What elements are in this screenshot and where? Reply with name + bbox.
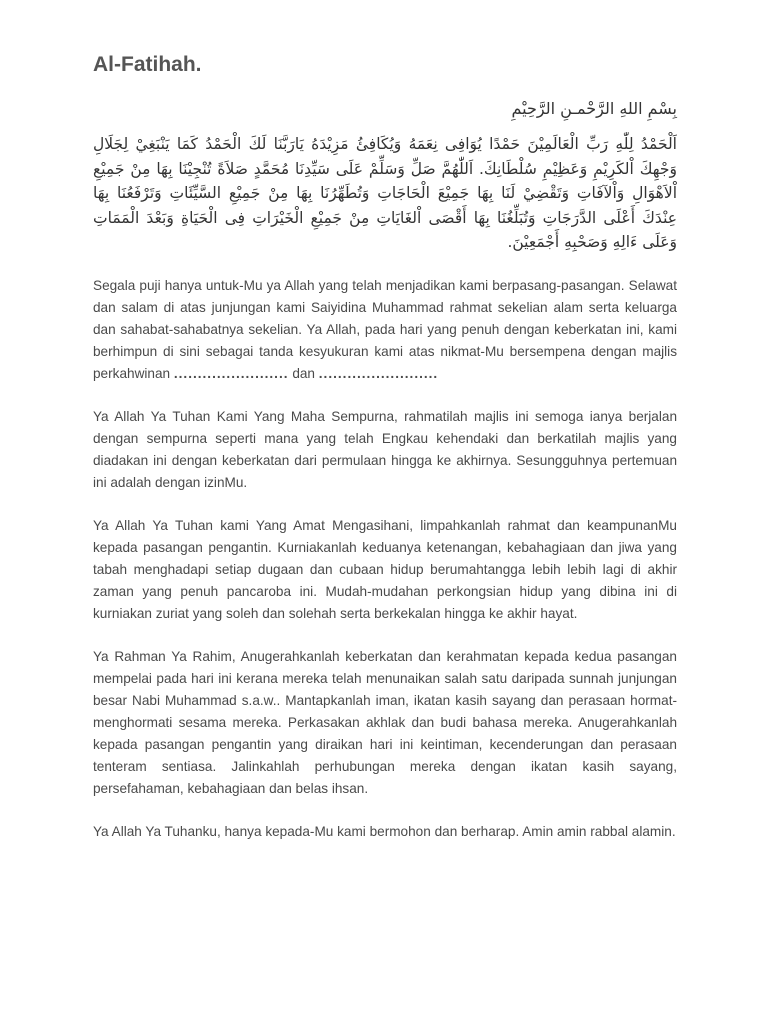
bride-name-blank: ......................... [318,366,439,381]
groom-name-blank: ........................ [173,366,289,381]
paragraph-mercy: Ya Allah Ya Tuhan kami Yang Amat Mengasihani, limpahkanlah rahmat dan keampunanMu kepada pasangan pengantin. Kurniakanlah keduanya ketenangan, kebahagiaan dan jiwa yang tabah menghadapi setiap dugaan dan cubaan hidup berumahtangga lebih lebih lagi di akhir zaman yang penuh pancaroba ini. Mudah-mudahan perkongsian hidup yang dibina ini di kurniakan zuriat yang soleh dan solehah serta berkekalan hingga ke akhir hayat. [93,518,677,621]
paragraph-grace: Ya Rahman Ya Rahim, Anugerahkanlah keberkatan dan kerahmatan kepada kedua pasangan mempelai pada hari ini kerana mereka telah menunaikan salah satu daripada sunnah junjungan besar Nabi Muhammad s.a.w.. Mantapkanlah iman, ikatan kasih sayang dan perasaan hormat-menghormati sesama mereka. Perkasakan akhlak dan budi bahasa mereka. Anugerahkanlah kepada pasangan pengantin yang diraikan hari ini keintiman, kecenderungan dan perasaan tenteram sentiasa. Jalinkahlah perhubungan mereka dengan ikatan kasih sayang, persefahaman, kebahagiaan dan belas ihsan. [93,649,677,796]
paragraph-opening-text: Segala puji hanya untuk-Mu ya Allah yang telah menjadikan kami berpasang-pasangan. Selawat dan salam di atas junjungan kami Saiyidina Muhammad rahmat sekelian alam serta keluarga dan sahabat-sahabatnya sekelian. Ya Allah, pada hari yang penuh dengan keberkatan ini, kami berhimpun di sini sebagai tanda kesyukuran kami atas nikmat-Mu bersempena dengan majlis perkahwinan [93,278,677,381]
document-title: Al-Fatihah. [93,53,202,76]
basmala-text: بِسْمِ اللهِ الرَّحْمـنِ الرَّحِيْمِ [511,99,677,118]
arabic-prayer-text: اَلْحَمْدُ لِلّٰهِ رَبِّ الْعَالَمِيْنَ حَمْدًا يُوَافِى نِعَمَهُ وَيُكَافِئُ مَزِيْدَهُ يَارَبَّنَا لَكَ الْحَمْدُ كَمَا يَنْبَغِيْ لِجَلَالِ وَجْهِكَ اْلكَرِيْمِ وَعَظِيْمِ سُلْطَانِكَ. اَللّٰهُمَّ صَلِّ وَسَلِّمْ عَلَى سَيِّدِنَا مُحَمَّدٍ صَلاَةً تُنْجِيْنَا بِهَا مِنْ جَمِيْعِ اْلاَهْوَالِ وَاْلآفَاتِ وَتَقْضِيْ لَنَا بِهَا جَمِيْعَ الْحَاجَاتِ وَتُطَهِّرُنَا بِهَا مِنْ جَمِيْعِ السَّيِّئَاتِ وَتَرْفَعُنَا بِهَا عِنْدَكَ أَعْلَى الدَّرَجَاتِ وَتُبَلِّغُنَا بِهَا أَقْصَى اْلغَايَاتِ مِنْ جَمِيْعِ الْخَيْرَاتِ فِى الْحَيَاةِ وَبَعْدَ الْمَمَاتِ وَعَلَى ءَالِهِ وَصَحْبِهِ أَجْمَعِيْنَ. [93,135,677,251]
paragraph-opening [93,275,677,385]
paragraph-closing: Ya Allah Ya Tuhanku, hanya kepada-Mu kami bermohon dan berharap. Amin amin rabbal alamin. [93,824,676,839]
paragraph-blessing: Ya Allah Ya Tuhan Kami Yang Maha Sempurna, rahmatilah majlis ini semoga ianya berjalan dengan sempurna seperti mana yang telah Engkau kehendaki dan berkatilah majlis yang diadakan ini dengan keberkatan dari permulaan hingga ke akhirnya. Sesungguhnya pertemuan ini adalah dengan izinMu. [93,409,677,490]
document-page [93,52,677,864]
conjunction-text: dan [292,366,315,381]
